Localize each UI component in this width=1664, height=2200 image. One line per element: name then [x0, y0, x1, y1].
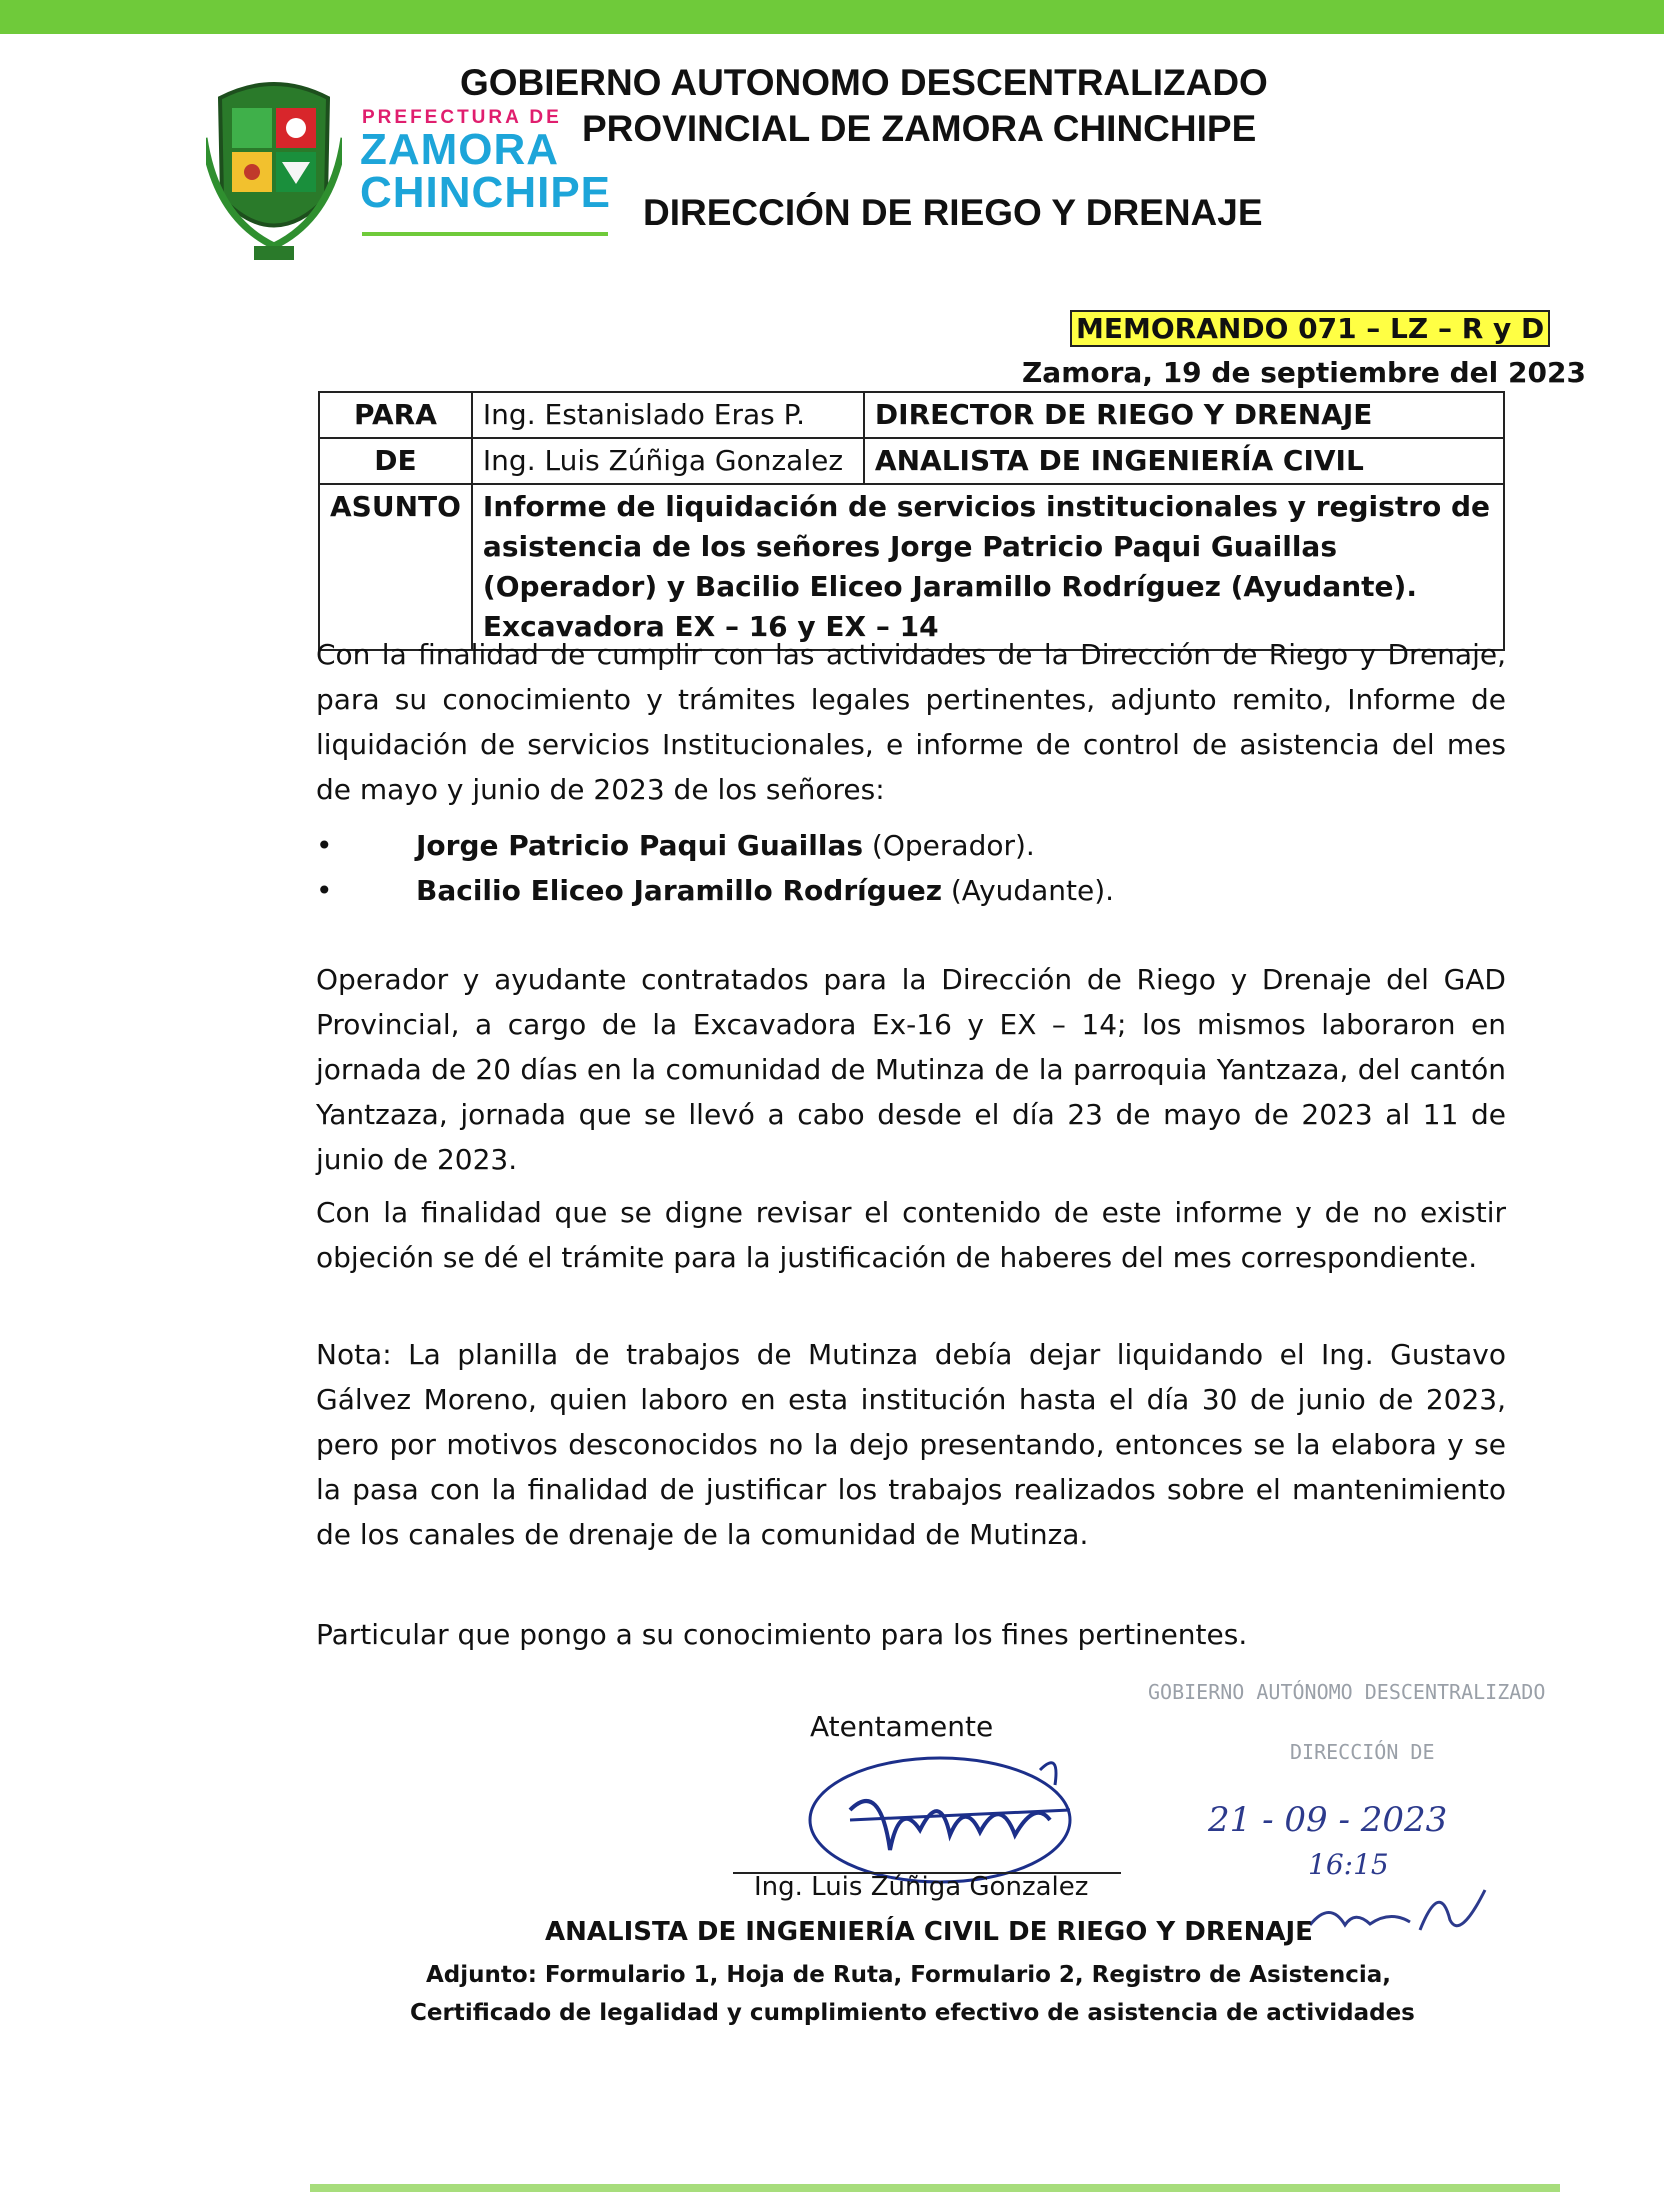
brand-zamora: ZAMORA: [360, 125, 560, 174]
memo-number: MEMORANDO 071 – LZ – R y D: [1070, 310, 1550, 347]
attachments-line-1: Adjunto: Formulario 1, Hoja de Ruta, Formulario 2, Registro de Asistencia,: [426, 1962, 1392, 1988]
brand-underline: [362, 232, 608, 236]
signer-role: ANALISTA DE INGENIERÍA CIVIL DE RIEGO Y DRENAJE: [545, 1917, 1313, 1947]
memo-date: Zamora, 19 de septiembre del 2023: [1022, 356, 1586, 389]
signer-name: Ing. Luis Zúñiga Gonzalez: [754, 1872, 1089, 1902]
para-name: Ing. Estanislado Eras P.: [472, 392, 864, 438]
stamp-initials-icon: [1300, 1880, 1500, 1950]
list-item-role: (Ayudante).: [941, 874, 1115, 907]
table-row: [319, 484, 1504, 650]
de-label: DE: [319, 438, 472, 484]
stamp-line-1: GOBIERNO AUTÓNOMO DESCENTRALIZADO: [1148, 1680, 1546, 1704]
brand-prefix: PREFECTURA DE: [362, 107, 562, 128]
attachments-line-2: Certificado de legalidad y cumplimiento efectivo de asistencia de actividades: [410, 2000, 1415, 2026]
bottom-green-bar: [310, 2184, 1560, 2192]
seal-icon: [206, 78, 342, 268]
list-item-role: (Operador).: [863, 829, 1035, 862]
list-item-name: Jorge Patricio Paqui Guaillas: [416, 829, 864, 862]
header-line-1: GOBIERNO AUTONOMO DESCENTRALIZADO: [460, 62, 1268, 103]
header-line-2: PROVINCIAL DE ZAMORA CHINCHIPE: [582, 108, 1257, 149]
bullet-marker: •: [316, 874, 333, 907]
memo-info-table: [318, 391, 1505, 651]
brand-chinchipe: CHINCHIPE: [360, 168, 612, 217]
body-paragraph-1: Con la finalidad de cumplir con las actividades de la Dirección de Riego y Drenaje, para su conocimiento y trámites legales pertinentes, adjunto remito, Informe de liquidación de servicios Institucionales, e informe de control de asistencia del mes de mayo y junio de 2023 de los señores:: [316, 638, 1506, 806]
body-paragraph-4: Nota: La planilla de trabajos de Mutinza debía dejar liquidando el Ing. Gustavo Gálvez Moreno, quien laboro en esta institución hasta el día 30 de junio de 2023, pero por motivos desconocidos no la dejo presentando, entonces se la elabora y se la pasa con la finalidad de justificar los trabajos realizados sobre el mantenimiento de los canales de drenaje de la comunidad de Mutinza.: [316, 1338, 1506, 1551]
para-role: DIRECTOR DE RIEGO Y DRENAJE: [864, 392, 1504, 438]
list-item-name: Bacilio Eliceo Jaramillo Rodríguez: [416, 874, 942, 907]
stamp-handwritten-time: 16:15: [1308, 1848, 1389, 1881]
asunto-text: Informe de liquidación de servicios institucionales y registro de asistencia de los señores Jorge Patricio Paqui Guaillas (Operador) y Bacilio Eliceo Jaramillo Rodríguez (Ayudante). Excavadora EX – 16 y EX – 14: [472, 484, 1504, 650]
body-paragraph-3: Con la finalidad que se digne revisar el contenido de este informe y de no existir objeción se dé el trámite para la justificación de haberes del mes correspondiente.: [316, 1196, 1506, 1274]
top-green-bar: [0, 0, 1664, 34]
bullet-marker: •: [316, 829, 333, 862]
handwritten-signature-icon: [790, 1740, 1100, 1890]
list-item: [416, 868, 1114, 913]
table-row: [319, 438, 1504, 484]
body-paragraph-2: Operador y ayudante contratados para la Dirección de Riego y Drenaje del GAD Provincial, a cargo de la Excavadora Ex-16 y EX – 14; los mismos laboraron en jornada de 20 días en la comunidad de Mutinza de la parroquia Yantzaza, del cantón Yantzaza, jornada que se llevó a cabo desde el día 23 de mayo de 2023 al 11 de junio de 2023.: [316, 963, 1506, 1176]
asunto-label: ASUNTO: [319, 484, 472, 650]
table-row: [319, 392, 1504, 438]
header-line-3: DIRECCIÓN DE RIEGO Y DRENAJE: [643, 192, 1263, 233]
para-label: PARA: [319, 392, 472, 438]
body-paragraph-5: Particular que pongo a su conocimiento para los fines pertinentes.: [316, 1618, 1248, 1651]
de-name: Ing. Luis Zúñiga Gonzalez: [472, 438, 864, 484]
stamp-line-2: DIRECCIÓN DE: [1290, 1740, 1435, 1764]
stamp-handwritten-date: 21 - 09 - 2023: [1208, 1800, 1448, 1840]
de-role: ANALISTA DE INGENIERÍA CIVIL: [864, 438, 1504, 484]
closing-text: Atentamente: [810, 1710, 994, 1743]
list-item: [416, 823, 1035, 868]
